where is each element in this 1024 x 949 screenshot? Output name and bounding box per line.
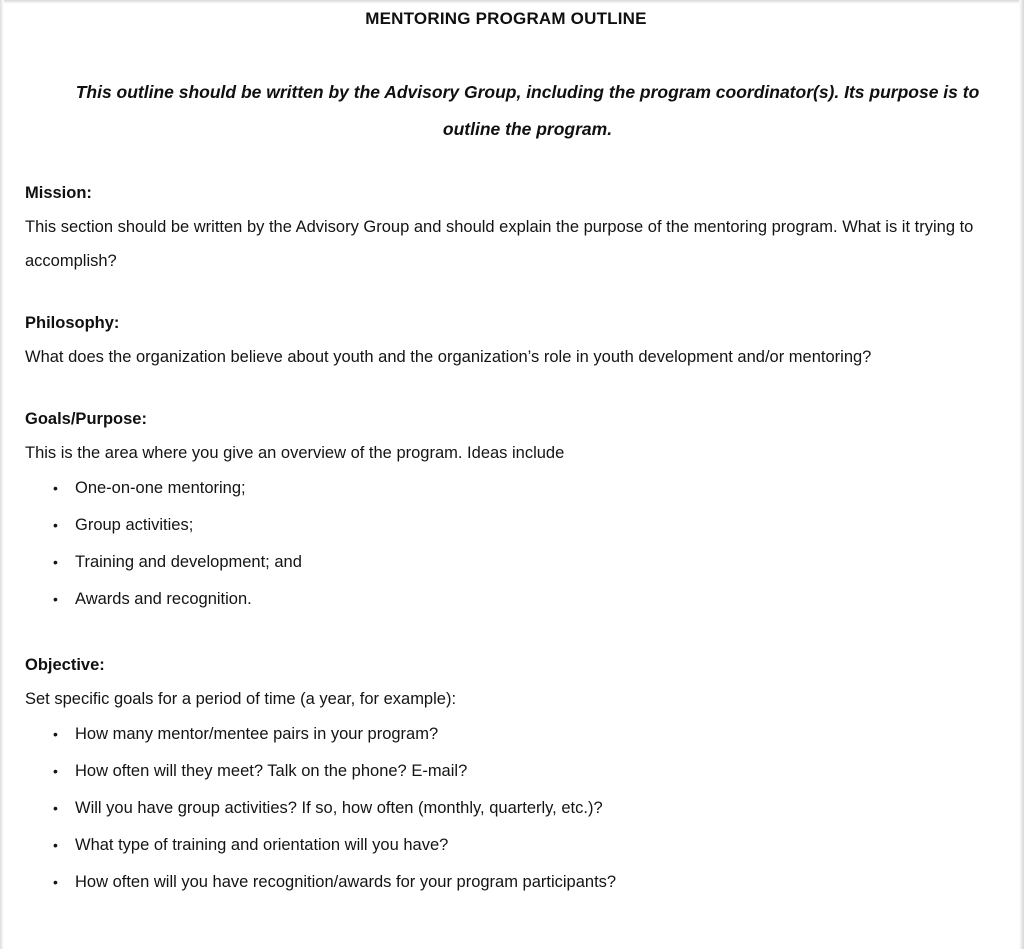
section-body-goals-purpose: This is the area where you give an overview of the program. Ideas include	[25, 444, 565, 462]
section-heading-objective: Objective:	[25, 656, 105, 674]
page-title: MENTORING PROGRAM OUTLINE	[365, 9, 647, 28]
bullet-icon: •	[53, 480, 58, 496]
intro-paragraph: This outline should be written by the Advisory Group, including the program coordinator(s). Its purpose is to outline the program.	[75, 82, 980, 139]
spacer	[0, 618, 1024, 648]
bullet-icon: •	[53, 800, 58, 816]
section-heading-philosophy: Philosophy:	[25, 314, 120, 332]
spacer	[0, 374, 1024, 402]
section-philosophy	[0, 306, 1024, 374]
list-item-label: Will you have group activities? If so, how often (monthly, quarterly, etc.)?	[75, 799, 603, 817]
section-heading-goals-purpose: Goals/Purpose:	[25, 410, 147, 428]
list-item-label: Group activities;	[75, 516, 194, 534]
list-item	[25, 864, 1004, 901]
bullet-icon: •	[53, 517, 58, 533]
section-body-mission: This section should be written by the Advisory Group and should explain the purpose of the mentoring program. What is it trying to accomplish?	[25, 218, 974, 270]
list-item	[25, 827, 1004, 864]
section-objective	[0, 648, 1024, 901]
list-item-label: Awards and recognition.	[75, 590, 252, 608]
list-item-label: How often will you have recognition/awards for your program participants?	[75, 873, 617, 891]
bullet-icon: •	[53, 591, 58, 607]
bullet-icon: •	[53, 837, 58, 853]
bullet-list-objective	[25, 716, 1004, 901]
bullet-icon: •	[53, 874, 58, 890]
bullet-icon: •	[53, 554, 58, 570]
bullet-list-goals-purpose	[25, 470, 1004, 618]
section-goals-purpose	[0, 402, 1024, 618]
list-item	[25, 581, 1004, 618]
list-item-label: Training and development; and	[75, 553, 302, 571]
list-item	[25, 470, 1004, 507]
list-item	[25, 716, 1004, 753]
list-item-label: One-on-one mentoring;	[75, 479, 246, 497]
list-item-label: How many mentor/mentee pairs in your program?	[75, 725, 439, 743]
list-item-label: What type of training and orientation will you have?	[75, 836, 449, 854]
list-item	[25, 753, 1004, 790]
bullet-icon: •	[53, 726, 58, 742]
list-item	[25, 544, 1004, 581]
list-item	[25, 507, 1004, 544]
spacer	[0, 278, 1024, 306]
list-item-label: How often will they meet? Talk on the phone? E-mail?	[75, 762, 468, 780]
section-mission	[0, 176, 1024, 278]
list-item	[25, 790, 1004, 827]
section-body-philosophy: What does the organization believe about youth and the organization’s role in youth development and/or mentoring?	[25, 348, 872, 366]
bullet-icon: •	[53, 763, 58, 779]
section-heading-mission: Mission:	[25, 184, 92, 202]
spacer	[0, 148, 1024, 176]
section-body-objective: Set specific goals for a period of time (a year, for example):	[25, 690, 457, 708]
